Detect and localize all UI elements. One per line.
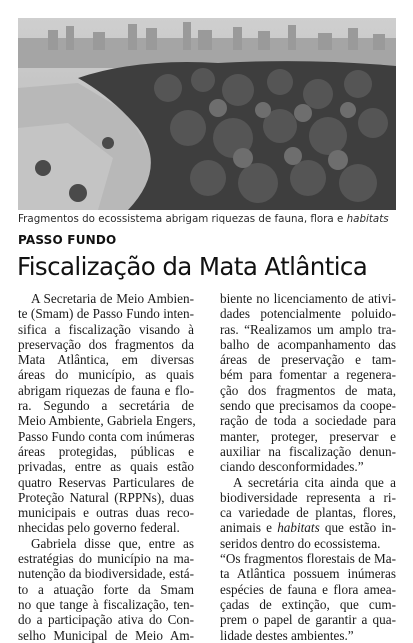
article-text-line: municipais e outras duas reco-	[18, 505, 194, 521]
section-kicker: PASSO FUNDO	[18, 233, 117, 247]
article-text-line: biente no licenciamento de ativi-	[220, 291, 396, 306]
caption-text: Fragmentos do ecossistema abrigam riquezas de fauna, flora e	[18, 213, 347, 225]
article-text-line: do a participação ativa do Con-	[18, 612, 194, 628]
article-text-line: Meio Ambiente, Gabriela Engers,	[18, 413, 196, 429]
article-text-line: nhecidas pelo governo federal.	[18, 520, 180, 536]
article-text-line: A Secretaria de Meio Ambien-	[31, 291, 194, 306]
article-text-line: prem o papel de garantir a qua-	[220, 612, 396, 628]
article-text-line: balho de acompanhamento das	[220, 336, 396, 352]
article-text-line: Passo Fundo conta com inúmeras	[18, 428, 195, 444]
article-text-line: Proteção Natural (RPPNs), duas	[18, 489, 194, 505]
article-text-line: selho Municipal de Meio Am-	[18, 627, 194, 643]
article-text-line: nutenção da biodiversidade, está-	[18, 566, 194, 582]
article-text-line: preservação dos fragmentos da	[18, 336, 194, 352]
article-headline: Fiscalização da Mata Atlântica	[17, 252, 368, 281]
article-text-line: sifica a fiscalização visando à	[18, 321, 194, 337]
article-text-line: ta Atlântica possuem inúmeras	[220, 566, 396, 582]
article-text-line: manter, proteger, preservar e	[220, 428, 396, 444]
article-column-left	[18, 291, 194, 643]
forest-photo	[18, 18, 396, 210]
article-text-line: sendo que precisamos da coope-	[220, 398, 396, 414]
article-text-line: áreas protegidas, públicas e	[18, 443, 194, 459]
article-text-line: áreas do município, as quais	[18, 367, 194, 383]
article-column-right	[220, 291, 396, 643]
article-text-line: estratégias do município na ma-	[18, 551, 194, 567]
article-text-line: ção dos fragmentos de mata,	[220, 382, 396, 398]
article-text-line: Gabriela disse que, entre as	[31, 535, 194, 551]
article-text-line: no que tange à fiscalização, ten-	[18, 596, 194, 612]
article-text-line: A secretária cita ainda que a	[233, 474, 396, 490]
caption-italic: habitats	[346, 213, 389, 225]
article-text-line: abrigam riquezas de fauna e flo-	[18, 382, 194, 398]
article-text-line: dades potencialmente poluido-	[220, 306, 396, 322]
article-text-line: lidade destes ambientes.”	[220, 627, 354, 643]
article-text-line: ra. Segundo a secretária de	[18, 398, 194, 414]
photo-caption	[18, 212, 398, 226]
article-text-line: ras. “Realizamos um amplo tra-	[220, 321, 396, 337]
article-text-line: seridos dentro do ecossistema.	[220, 535, 381, 551]
article-text-line: ração de toda a sociedade para	[220, 413, 396, 429]
article-text-line: “Os fragmentos florestais de Ma-	[220, 551, 396, 567]
article-text-line: çadas de extinção, que cum-	[220, 596, 396, 612]
article-text-line: ca variedade de plantas, flores,	[220, 505, 396, 521]
article-text-line: áreas de preservação e tam-	[220, 352, 396, 368]
article-text-line: animais e habitats que estão in-	[220, 520, 396, 536]
article-text-line: Mata Atlântica, em diversas	[18, 352, 194, 368]
article-text-line: te (Smam) de Passo Fundo inten-	[18, 306, 194, 322]
article-text-line: privadas, entre as quais estão	[18, 459, 194, 475]
article-text-line: espécies de fauna e flora amea-	[220, 581, 396, 597]
forest-photo-illustration	[18, 18, 396, 210]
article-text-line: auxiliar na fiscalização denun-	[220, 443, 396, 459]
article-text-line: quatro Reservas Particulares de	[18, 474, 194, 490]
article-text-line: ciando desconformidades.”	[220, 459, 364, 475]
article-text-line: to a atuação forte da Smam	[18, 581, 194, 597]
article-text-line: biodiversidade representa a ri-	[220, 489, 396, 505]
article-text-line: bém para fomentar a regenera-	[220, 367, 396, 383]
